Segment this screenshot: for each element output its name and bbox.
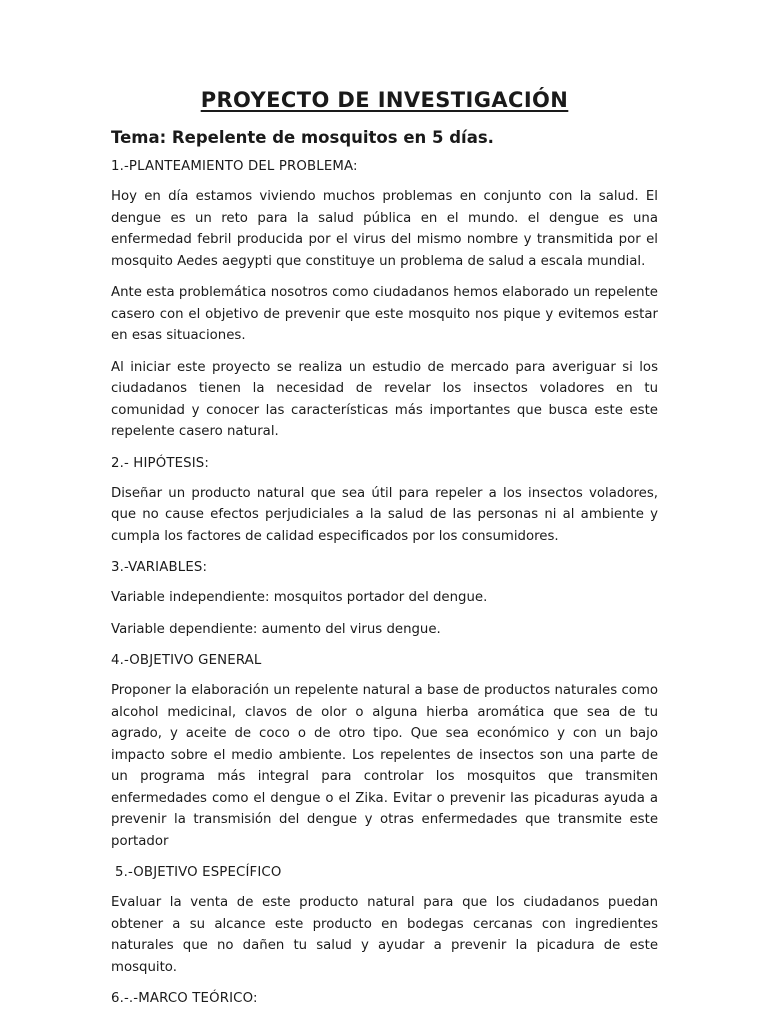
paragraph-objetivo-general: Proponer la elaboración un repelente natural a base de productos naturales como alcohol medicinal, clavos de olor o alguna hierba aromática que sea de tu agrado, y aceite de coco o de otro tipo. Que sea económico y con un bajo impacto sobre el medio ambiente. Los repelentes de insectos son una parte de un programa más integral para controlar los mosquitos que transmiten enfermedades como el dengue o el Zika. Evitar o prevenir las picaduras ayuda a prevenir la transmisión del dengue y otras enfermedades que transmite este portador [111,683,658,849]
section-heading-hipotesis: 2.- HIPÓTESIS: [111,455,210,471]
paragraph-planteamiento-2: Ante esta problemática nosotros como ciudadanos hemos elaborado un repelente casero con el objetivo de prevenir que este mosquito nos pique y evitemos estar en esas situaciones. [111,285,658,343]
section-heading-variables: 3.-VARIABLES: [111,560,208,575]
section-heading-marco-teorico: 6.-.-MARCO TEÓRICO: [111,991,258,1006]
section-heading-objetivo-general: 4.-OBJETIVO GENERAL [111,653,262,668]
paragraph-variable-dependiente: Variable dependiente: aumento del virus dengue. [111,621,441,637]
document-topic: Tema: Repelente de mosquitos en 5 días. [111,128,494,147]
document-title: PROYECTO DE INVESTIGACIÓN [200,88,569,112]
paragraph-hipotesis: Diseñar un producto natural que sea útil para repeler a los insectos voladores, que no cause efectos perjudiciales a la salud de las personas ni al ambiente y cumpla los factores de calidad especificados por los consumidores. [111,485,658,544]
paragraph-variable-independiente: Variable independiente: mosquitos portador del dengue. [111,590,488,605]
paragraph-objetivo-especifico: Evaluar la venta de este producto natural para que los ciudadanos puedan obtener a su alcance este producto en bodegas cercanas con ingredientes naturales que no dañen tu salud y ayudar a prevenir la picadura de este mosquito. [111,895,658,975]
paragraph-planteamiento-1: Hoy en día estamos viviendo muchos problemas en conjunto con la salud. El dengue es un reto para la salud pública en el mundo. el dengue es una enfermedad febril producida por el virus del mismo nombre y transmitida por el mosquito Aedes aegypti que constituye un problema de salud a escala mundial. [111,189,658,269]
paragraph-planteamiento-3: Al iniciar este proyecto se realiza un estudio de mercado para averiguar si los ciudadanos tienen la necesidad de revelar los insectos voladores en tu comunidad y conocer las características más importantes que busca este este repelente casero natural. [111,359,658,439]
section-heading-planteamiento: 1.-PLANTEAMIENTO DEL PROBLEMA: [111,159,358,174]
section-heading-objetivo-especifico: 5.-OBJETIVO ESPECÍFICO [115,865,282,880]
